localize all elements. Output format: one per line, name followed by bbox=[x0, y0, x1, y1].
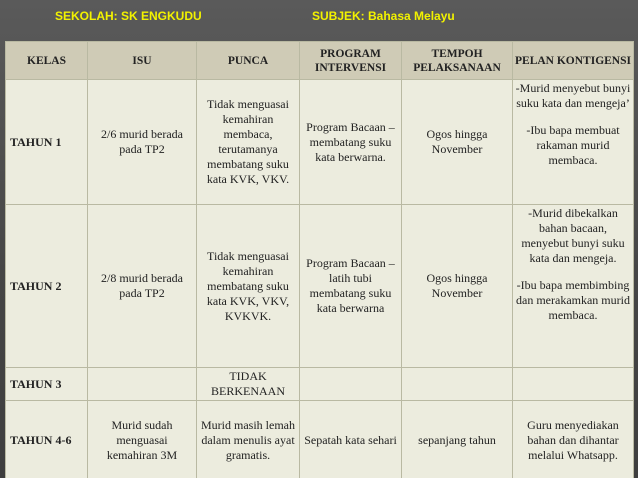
column-header-kelas: KELAS bbox=[6, 42, 88, 80]
table-row bbox=[6, 368, 634, 401]
cell-kelas: TAHUN 1 bbox=[6, 80, 88, 205]
column-header-punca: PUNCA bbox=[197, 42, 300, 80]
intervention-table bbox=[5, 41, 634, 478]
cell-punca: Tidak menguasai kemahiran membaca, terutamanya membatang suku kata KVK, VKV. bbox=[197, 80, 300, 205]
pelan-point: -Murid menyebut bunyi suku kata dan mengeja’ bbox=[515, 81, 631, 110]
pelan-point: -Murid dibekalkan bahan bacaan, menyebut bunyi suku kata dan mengeja. bbox=[521, 206, 625, 265]
cell-program bbox=[300, 368, 402, 401]
cell-pelan bbox=[513, 205, 634, 368]
cell-program: Program Bacaan – membatang suku kata berwarna. bbox=[300, 80, 402, 205]
table-header-row bbox=[6, 42, 634, 80]
cell-isu bbox=[88, 368, 197, 401]
slide-header bbox=[0, 0, 638, 34]
table-row bbox=[6, 401, 634, 478]
pelan-point: -Ibu bapa membimbing dan merakamkan murid membaca. bbox=[516, 278, 630, 322]
column-header-program: PROGRAM INTERVENSI bbox=[300, 42, 402, 80]
cell-punca: Murid masih lemah dalam menulis ayat gramatis. bbox=[197, 401, 300, 478]
table-row bbox=[6, 205, 634, 368]
pelan-point: -Ibu bapa membuat rakaman murid membaca. bbox=[526, 123, 620, 167]
cell-punca: TIDAK BERKENAAN bbox=[197, 368, 300, 401]
cell-kelas: TAHUN 4-6 bbox=[6, 401, 88, 478]
cell-isu: Murid sudah menguasai kemahiran 3M bbox=[88, 401, 197, 478]
cell-tempoh: Ogos hingga November bbox=[402, 80, 513, 205]
cell-kelas: TAHUN 2 bbox=[6, 205, 88, 368]
column-header-tempoh: TEMPOH PELAKSANAAN bbox=[402, 42, 513, 80]
cell-pelan bbox=[513, 368, 634, 401]
cell-program: Sepatah kata sehari bbox=[300, 401, 402, 478]
cell-tempoh bbox=[402, 368, 513, 401]
column-header-pelan: PELAN KONTIGENSI bbox=[513, 42, 634, 80]
cell-tempoh: sepanjang tahun bbox=[402, 401, 513, 478]
cell-pelan bbox=[513, 80, 634, 205]
cell-kelas: TAHUN 3 bbox=[6, 368, 88, 401]
cell-punca: Tidak menguasai kemahiran membatang suku kata KVK, VKV, KVKVK. bbox=[197, 205, 300, 368]
cell-program: Program Bacaan – latih tubi membatang suku kata berwarna bbox=[300, 205, 402, 368]
cell-tempoh: Ogos hingga November bbox=[402, 205, 513, 368]
school-label: SEKOLAH: SK ENGKUDU bbox=[55, 9, 202, 23]
table-row bbox=[6, 80, 634, 205]
cell-isu: 2/6 murid berada pada TP2 bbox=[88, 80, 197, 205]
cell-pelan: Guru menyediakan bahan dan dihantar melalui Whatsapp. bbox=[513, 401, 634, 478]
cell-isu: 2/8 murid berada pada TP2 bbox=[88, 205, 197, 368]
subject-label: SUBJEK: Bahasa Melayu bbox=[312, 9, 455, 23]
column-header-isu: ISU bbox=[88, 42, 197, 80]
